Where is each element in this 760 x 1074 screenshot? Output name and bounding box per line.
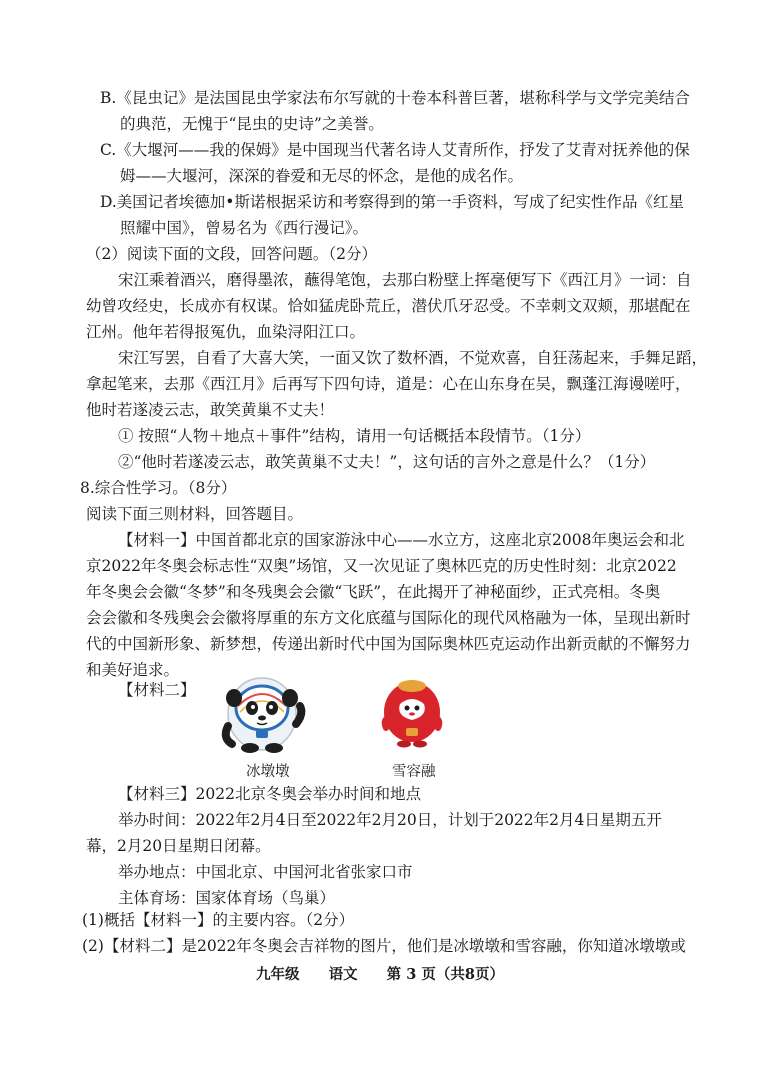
footer-subject: 语文 <box>328 966 358 983</box>
material-1-line4: 会会徽和冬残奥会会徽将厚重的东方文化底蕴与国际化的现代风格融为一体，呈现出新时 <box>86 609 691 627</box>
option-b-line2: 的典范，无愧于“昆虫的史诗”之美誉。 <box>120 115 384 133</box>
material-1-line3: 年冬奥会会徽“冬梦”和冬残奥会会徽“飞跃”，在此揭开了神秘面纱，正式亮相。冬奥 <box>86 583 661 601</box>
sub-question-2: ②“他时若遂凌云志，敢笑黄巢不丈夫！”，这句话的言外之意是什么？（1分） <box>118 453 656 471</box>
material-3-time-line2: 幕，2月20日星期日闭幕。 <box>86 837 271 855</box>
material-3-place: 举办地点：中国北京、中国河北省张家口市 <box>118 863 413 881</box>
material-3-time-line1: 举办时间：2022年2月4日至2022年2月20日，计划于2022年2月4日星期五开 <box>118 811 662 829</box>
passage-p2-line2: 拿起笔来，去那《西江月》后再写下四句诗，道是：心在山东身在吴，飘蓬江海谩嗟吁， <box>86 375 691 393</box>
footer-grade: 九年级 <box>256 966 300 983</box>
material-3-venue: 主体育场：国家体育场（鸟巢） <box>118 889 336 907</box>
option-b-line1: B.《昆虫记》是法国昆虫学家法布尔写就的十卷本科普巨著，堪称科学与文学完美结合 <box>100 89 690 107</box>
material-1-line2: 京2022年冬奥会标志性“双奥”场馆，又一次见证了奥林匹克的历史性时刻：北京2022 <box>86 557 677 575</box>
option-d-line1: D.美国记者埃德加•斯诺根据采访和考察得到的第一手资料，写成了纪实性作品《红星 <box>100 193 684 211</box>
page-footer <box>0 963 760 984</box>
passage-p2-line1: 宋江写罢，自看了大喜大笑，一面又饮了数杯酒，不觉欢喜，自狂荡起来，手舞足蹈， <box>118 349 708 367</box>
question-2-header: （2）阅读下面的文段，回答问题。（2分） <box>86 245 377 263</box>
shuey-rhon-rhon-image <box>378 676 446 748</box>
mascot-caption-shuey-rhon-rhon: 雪容融 <box>392 764 436 780</box>
footer-page-number: 第 3 页（共8页） <box>386 966 504 983</box>
q8-sub-question-2: (2)【材料二】是2022年冬奥会吉祥物的图片，他们是冰墩墩和雪容融，你知道冰墩墩或 <box>82 937 686 955</box>
option-c-line1: C.《大堰河——我的保姆》是中国现当代著名诗人艾青所作，抒发了艾青对抚养他的保 <box>100 141 690 159</box>
bing-dwen-dwen-image <box>218 668 306 754</box>
material-3-title: 【材料三】2022北京冬奥会举办时间和地点 <box>118 785 421 803</box>
question-8-header: 8.综合性学习。（8分） <box>80 479 237 497</box>
sub-question-1: ① 按照“人物＋地点＋事件”结构，请用一句话概括本段情节。（1分） <box>118 427 591 445</box>
passage-p2-line3: 他时若遂凌云志，敢笑黄巢不丈夫！ <box>86 401 335 419</box>
material-2-label: 【材料二】 <box>118 681 196 699</box>
passage-p1-line3: 江州。他年若得报冤仇，血染浔阳江口。 <box>86 323 366 341</box>
question-8-intro: 阅读下面三则材料，回答题目。 <box>86 505 304 523</box>
material-1-line1: 【材料一】中国首都北京的国家游泳中心——水立方，这座北京2008年奥运会和北 <box>118 531 685 549</box>
mascot-caption-bing-dwen-dwen: 冰墩墩 <box>246 764 290 780</box>
material-1-line6: 和美好追求。 <box>86 661 180 679</box>
option-c-line2: 姆——大堰河，深深的眷爱和无尽的怀念，是他的成名作。 <box>120 167 524 185</box>
passage-p1-line1: 宋江乘着酒兴，磨得墨浓，蘸得笔饱，去那白粉壁上挥毫便写下《西江月》一词：自 <box>118 271 692 289</box>
option-d-line2: 照耀中国》，曾易名为《西行漫记》。 <box>120 219 369 237</box>
material-1-line5: 代的中国新形象、新梦想，传递出新时代中国为国际奥林匹克运动作出新贡献的不懈努力 <box>86 635 691 653</box>
passage-p1-line2: 幼曾攻经史，长成亦有权谋。恰如猛虎卧荒丘，潜伏爪牙忍受。不幸刺文双颊，那堪配在 <box>86 297 691 315</box>
q8-sub-question-1: (1)概括【材料一】的主要内容。（2分） <box>82 911 355 929</box>
